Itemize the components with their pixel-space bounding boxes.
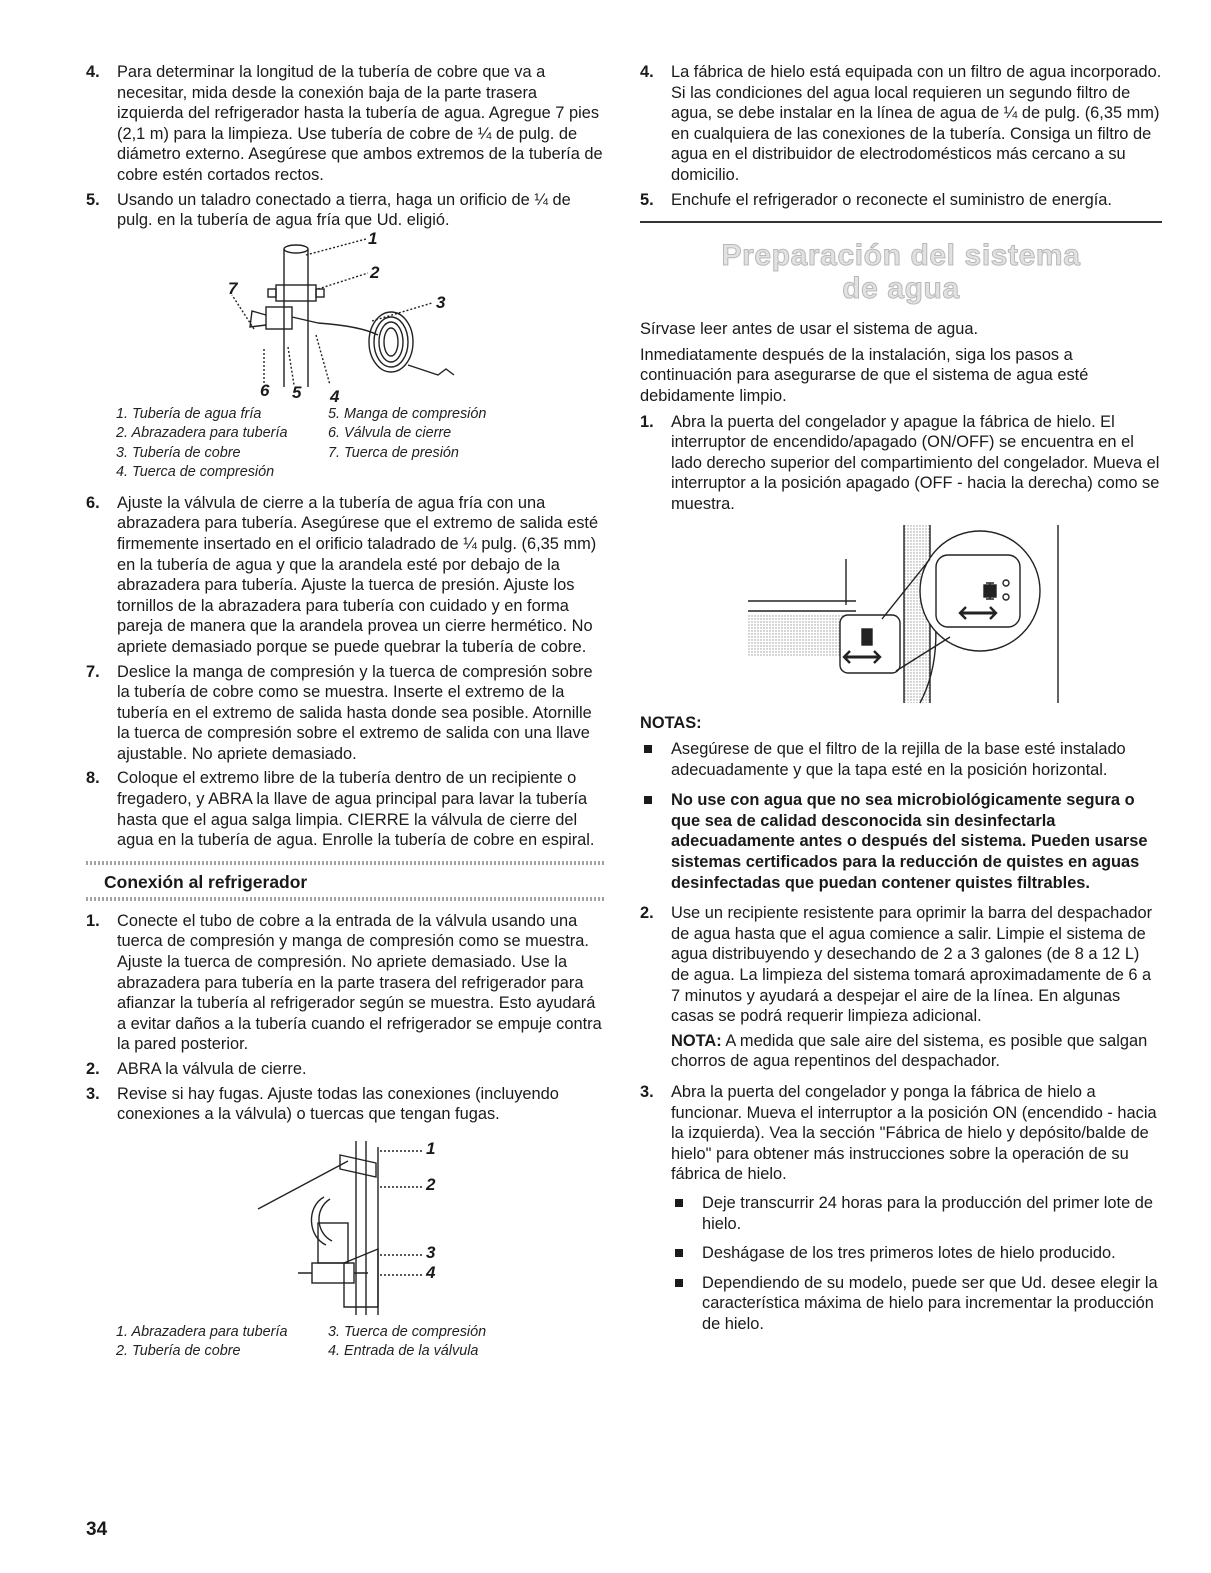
steps-list-right-step1 xyxy=(640,412,1162,515)
caption-item: 6. Válvula de cierre xyxy=(328,425,452,442)
caption-item: 2. Abrazadera para tubería xyxy=(116,425,288,442)
nota-text: No use con agua que no sea microbiológicamente segura o que sea de calidad desconocida sin desinfectarla adecuadamente antes o después del sistema. Pueden usarse sistemas certificados para la reducción de quistes en aguas desinfectadas que puedan contener quistes filtrables. xyxy=(671,791,1148,892)
step-text: ABRA la válvula de cierre. xyxy=(117,1060,307,1078)
section-title xyxy=(640,239,1162,305)
step-number: 2. xyxy=(86,1060,100,1078)
section-rule xyxy=(640,221,1162,223)
fig2-label-2: 2 xyxy=(426,1174,436,1194)
note-text: A medida que sale aire del sistema, es posible que salgan chorros de agua repentinos del despachador. xyxy=(671,1031,1148,1071)
step-text: Abra la puerta del congelador y ponga la fábrica de hielo a funcionar. Mueva el interruptor a la posición ON (encendido - hacia la izquierda). Vea la sección "Fábrica de hielo y depósito/balde de hielo" para obtener más instrucciones sobre la operación de su fábrica de hielo. xyxy=(671,1083,1157,1184)
caption-item: 4. Entrada de la válvula xyxy=(328,1343,479,1360)
bullet-text: Deshágase de los tres primeros lotes de hielo producido. xyxy=(702,1244,1116,1263)
nota-text: Asegúrese de que el filtro de la rejilla de la base esté instalado adecuadamente y que la tapa esté en la posición horizontal. xyxy=(671,740,1126,779)
step-text: Ajuste la válvula de cierre a la tubería de agua fría con una abrazadera para tubería. Asegúrese que el extremo de salida esté firmemente insertado en el orificio taladrado de ¼ pulg. (6,35 mm) en la tubería de agua y que la arandela esté por debajo de la abrazadera para tubería. Ajuste la tuerca de presión. Ajuste los tornillos de la abrazadera para tubería con cuidado y en forma pareja de manera que la arandela provea un cierre hermético. No apriete demasiado porque se puede quebrar la tubería de cobre. xyxy=(117,493,599,656)
intro-paragraph-1: Sírvase leer antes de usar el sistema de agua. xyxy=(640,320,979,339)
step-number: 1. xyxy=(86,911,100,930)
step-2-connection xyxy=(86,1059,606,1080)
step-number: 4. xyxy=(640,63,654,81)
caption-item: 7. Tuerca de presión xyxy=(328,444,459,461)
caption-item: 5. Manga de compresión xyxy=(328,405,487,422)
fig1-label-3: 3 xyxy=(436,292,446,312)
step-1-water-system xyxy=(640,412,1162,515)
step-text: La fábrica de hielo está equipada con un filtro de agua incorporado. Si las condiciones del agua local requieren un segundo filtro de agua, se debe instalar en la línea de agua de ¼ de pulg. (6,35 mm) en cualquiera de las conexiones de la tubería. Consiga un filtro de agua en el distribuidor de electrodomésticos más cercano a su domicilio. xyxy=(671,63,1162,184)
step-number: 5. xyxy=(86,190,100,209)
caption-item: 3. Tubería de cobre xyxy=(116,444,241,461)
step-7-left xyxy=(86,662,606,765)
step-number: 4. xyxy=(86,63,100,81)
caption-item: 3. Tuerca de compresión xyxy=(328,1323,487,1340)
figure-ice-maker-switch xyxy=(640,525,1162,711)
step-3-water-system xyxy=(640,1082,1162,1335)
section-title-line-1: Preparación del sistema xyxy=(721,239,1081,273)
note-label: NOTA: xyxy=(671,1031,722,1050)
left-column xyxy=(86,62,606,1362)
bullet-square-icon xyxy=(644,745,652,753)
step-text: Deslice la manga de compresión y la tuerca de compresión sobre la tubería de cobre como se muestra. Inserte el extremo de la tubería en el extremo de salida hasta donde sea posible. Atornille la tuerca de compresión sobre el extremo de salida con una llave ajustable. No apriete demasiado. xyxy=(117,662,593,763)
step-number: 8. xyxy=(86,769,100,788)
step-number: 5. xyxy=(640,190,654,209)
step-number: 2. xyxy=(640,904,654,923)
step-4-left xyxy=(86,62,606,186)
fig1-label-1: 1 xyxy=(368,228,378,248)
step-6-left xyxy=(86,493,606,658)
bullet-square-icon xyxy=(675,1249,683,1257)
ice-maker-switch-illustration xyxy=(640,525,1162,711)
steps-list-mid xyxy=(86,493,606,851)
bullet-square-icon xyxy=(644,796,652,804)
bullet-text: Deje transcurrir 24 horas para la producción del primer lote de hielo. xyxy=(702,1193,1153,1233)
section-title-line-2: de agua xyxy=(842,272,960,306)
fig2-label-3: 3 xyxy=(426,1242,436,1262)
step-text: Revise si hay fugas. Ajuste todas las conexiones (incluyendo conexiones a la válvula) o tuercas que tengan fugas. xyxy=(117,1084,559,1124)
steps-list-top xyxy=(86,62,606,231)
step-3-bullet xyxy=(671,1193,1162,1234)
fig1-label-7: 7 xyxy=(228,278,238,298)
step-5-left xyxy=(86,190,606,231)
step-text: Coloque el extremo libre de la tubería dentro de un recipiente o fregadero, y ABRA la llave de agua principal para lavar la tubería hasta que el agua salga limpia. CIERRE la válvula de cierre del agua en la tubería de agua. Enrolle la tubería de cobre en espiral. xyxy=(117,769,595,850)
step-number: 3. xyxy=(86,1084,100,1103)
fig1-label-2: 2 xyxy=(370,262,380,282)
nota-item xyxy=(640,739,1162,780)
fig1-label-4: 4 xyxy=(330,386,340,406)
figure1-caption xyxy=(116,405,606,483)
page-number: 34 xyxy=(86,1519,108,1540)
notas-list xyxy=(640,739,1162,893)
step-3-bullet xyxy=(671,1273,1162,1335)
bullet-square-icon xyxy=(675,1279,683,1287)
nota-item-warning xyxy=(640,790,1162,893)
steps-list-right-rest xyxy=(640,903,1162,1334)
caption-item: 1. Tubería de agua fría xyxy=(116,405,262,422)
subsection-divider-top xyxy=(86,861,606,865)
step-text: Abra la puerta del congelador y apague la fábrica de hielo. El interruptor de encendido/apagado (ON/OFF) se encuentra en el lado derecho superior del compartimiento del congelador. Mueva el interruptor a la posición apagado (OFF - hacia la derecha) como se muestra. xyxy=(671,412,1160,513)
step-number: 1. xyxy=(640,412,654,431)
caption-item xyxy=(328,463,528,483)
step-3-connection xyxy=(86,1084,606,1125)
figure2-caption xyxy=(116,1323,606,1362)
bullet-text: Dependiendo de su modelo, puede ser que Ud. desee elegir la característica máxima de hielo para incrementar la producción de hielo. xyxy=(702,1273,1158,1333)
step-text: Conecte el tubo de cobre a la entrada de la válvula usando una tuerca de compresión y manga de compresión como se muestra. Ajuste la tuerca de compresión. No apriete demasiado. Use la abrazadera para tubería en la parte trasera del refrigerador para afianzar la tubería al refrigerador según se muestra. Esto ayudará a evitar daños a la tubería cuando el refrigerador se empuje contra la pared posterior. xyxy=(117,911,602,1054)
step-number: 7. xyxy=(86,662,100,681)
step-2-water-system xyxy=(640,903,1162,1072)
valve-inlet-illustration xyxy=(86,1137,606,1317)
intro-paragraph-2: Inmediatamente después de la instalación, siga los pasos a continuación para asegurarse de que el sistema de agua esté debidamente limpio. xyxy=(640,345,1089,405)
step-8-left xyxy=(86,768,606,850)
fig1-label-6: 6 xyxy=(260,380,270,400)
step-1-connection xyxy=(86,911,606,1055)
step-number: 6. xyxy=(86,493,100,512)
shutoff-valve-illustration xyxy=(86,237,606,405)
figure-valve-inlet xyxy=(86,1137,606,1317)
step-text: Para determinar la longitud de la tubería de cobre que va a necesitar, mida desde la conexión baja de la parte trasera izquierda del refrigerador hasta la tubería de agua. Agregue 7 pies (2,1 m) para la limpieza. Use tubería de cobre de ¼ de pulg. de diámetro externo. Asegúrese que ambos extremos de la tubería de cobre estén cortados rectos. xyxy=(117,63,603,184)
step-3-bullets xyxy=(671,1193,1162,1335)
step-2-note xyxy=(671,1031,1162,1072)
subsection-title: Conexión al refrigerador xyxy=(104,871,308,892)
step-text: Use un recipiente resistente para oprimir la barra del despachador de agua hasta que el agua comience a salir. Limpie el sistema de agua distribuyendo y desechando de 2 a 3 galones (de 8 a 12 L) de agua. La limpieza del sistema tomará aproximadamente de 6 a 7 minutos y ayudará a despejar el aire de la línea. En algunas casas se podrá requerir limpieza adicional. xyxy=(671,904,1153,1026)
caption-item: 2. Tubería de cobre xyxy=(116,1343,241,1360)
fig1-label-5: 5 xyxy=(292,382,302,402)
caption-item: 4. Tuerca de compresión xyxy=(116,464,275,481)
step-number: 3. xyxy=(640,1083,654,1101)
steps-list-connection xyxy=(86,911,606,1125)
steps-list-right-top xyxy=(640,62,1162,210)
fig2-label-4: 4 xyxy=(426,1262,436,1282)
step-4-right xyxy=(640,62,1162,186)
right-column xyxy=(640,62,1162,1344)
step-5-right xyxy=(640,190,1162,211)
figure-shutoff-valve xyxy=(86,228,606,406)
step-text: Enchufe el refrigerador o reconecte el suministro de energía. xyxy=(671,190,1112,209)
notas-title: NOTAS: xyxy=(640,713,702,732)
caption-item: 1. Abrazadera para tubería xyxy=(116,1323,288,1340)
step-3-bullet xyxy=(671,1243,1162,1264)
fig2-label-1: 1 xyxy=(426,1138,436,1158)
step-text: Usando un taladro conectado a tierra, haga un orificio de ¼ de pulg. en la tubería de agua fría que Ud. eligió. xyxy=(117,190,571,230)
bullet-square-icon xyxy=(675,1199,683,1207)
subsection-divider-bottom xyxy=(86,897,606,901)
